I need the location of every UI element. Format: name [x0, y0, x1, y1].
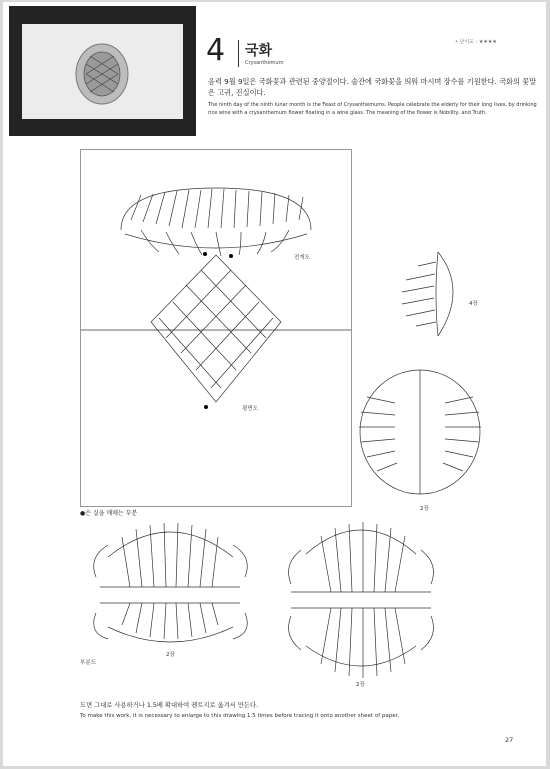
title-divider	[238, 40, 239, 67]
flower-photo	[22, 24, 183, 119]
page-title: 국화	[245, 43, 273, 59]
bottom-right-part	[281, 514, 441, 674]
thread-dot	[203, 252, 207, 256]
page-number: 27	[505, 736, 514, 744]
thread-dot	[229, 254, 233, 258]
bottom-left-part	[88, 517, 253, 645]
qty-4-label: 4장	[469, 301, 478, 307]
part-hooks	[289, 550, 434, 650]
photo-flower-image	[22, 24, 183, 119]
footer-korean: 도면 그대로 사용하거나 1.5배 확대하여 켄트지로 옮겨서 만든다.	[80, 702, 259, 709]
development-diagram	[81, 150, 351, 506]
thread-dot	[204, 405, 208, 409]
petal-outline	[121, 188, 311, 230]
page-subtitle: Crysanthemum	[245, 60, 284, 66]
qty-2b-label: 2장	[166, 652, 175, 658]
part-hooks	[94, 545, 248, 639]
development-label: 전개도	[294, 255, 310, 261]
qty-2c-label: 2장	[356, 682, 365, 688]
part-teeth	[402, 262, 436, 326]
english-description: The ninth day of the ninth lunar month is the Feast of Crysanthemums. People celebrate the elderly for their long lives, by drinking rice wine with a crysanthemum flower floating in a wine glass. The meaning of the flower is Nobility, and Truth.	[208, 102, 537, 116]
footer-english: To make this work, it is necessary to enlarge to this drawing 1.5 times before tracing it onto another sheet of paper.	[80, 713, 400, 719]
part-outline	[436, 252, 453, 336]
photo-frame	[9, 6, 196, 136]
parts-label: 부분도	[80, 660, 96, 666]
qty-2a-label: 2장	[420, 506, 429, 512]
lattice-lines	[159, 270, 273, 388]
part-strips	[122, 523, 218, 639]
page	[3, 2, 546, 766]
part-strips	[321, 522, 405, 678]
thread-note: ●은 실을 매매는 부분	[80, 510, 138, 517]
project-number: 4	[206, 33, 226, 68]
lattice-outline	[151, 255, 281, 402]
small-petal-part	[398, 250, 468, 340]
korean-description: 음력 9월 9일은 국화꽃과 관련된 중양절이다. 술잔에 국화꽃을 띄워 마시며 장수를 기원한다. 국화의 꽃말은 고귀, 진실이다.	[208, 77, 537, 97]
development-diagram-panel	[80, 149, 352, 507]
plan-label: 평면도	[242, 406, 258, 412]
difficulty-rating: • 난이도 : ★★★★	[455, 39, 497, 45]
medium-petal-part	[355, 367, 485, 497]
